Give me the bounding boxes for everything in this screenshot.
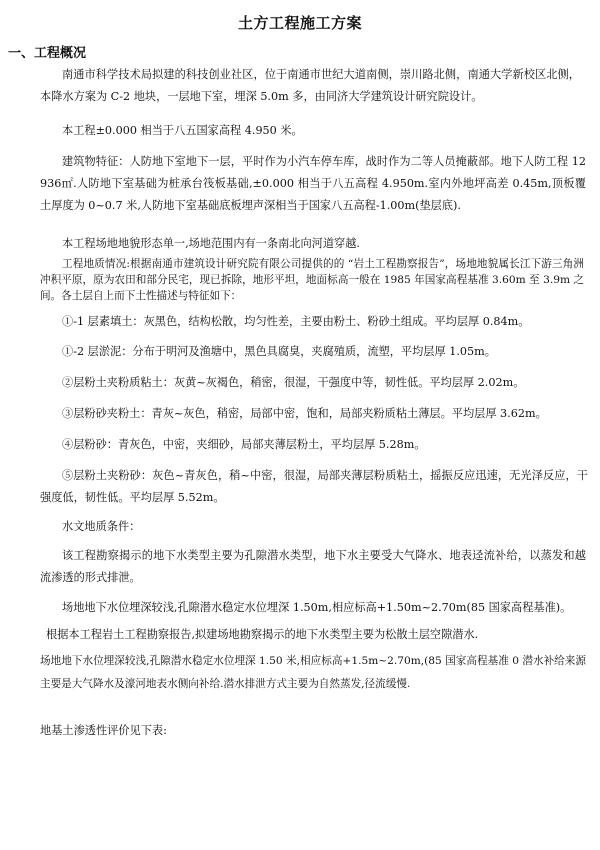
paragraph-layer-1-2: ①-2 层淤泥：分布于明河及渔塘中，黑色具腐臭，夹腐殖质，流塑，平均层厚 1.05m。 — [62, 345, 496, 358]
paragraph-layer-2: ②层粉土夹粉质粘土：灰黄~灰褐色，稍密，很湿，干强度中等，韧性低。平均层厚 2.02m。 — [62, 376, 525, 389]
paragraph-groundwater-type: 该工程勘察揭示的地下水类型主要为孔隙潜水类型，地下水主要受大气降水、地表迳流补给，以蒸发和越流渗透的形式排泄。 — [40, 549, 586, 584]
paragraph-site-landform: 本工程场地地貌形态单一,场地范围内有一条南北向河道穿越. — [62, 237, 360, 250]
document-title: 土方工程施工方案 — [237, 14, 362, 32]
paragraph-layer-1-1: ①-1 层素填土：灰黑色，结构松散，均匀性差，主要由粉土、粉砂土组成。平均层厚 0.84m。 — [62, 315, 530, 328]
paragraph-layer-5: ⑤层粉土夹粉砂：灰色~青灰色，稍~中密，很湿，局部夹薄层粉质粘土，摇振反应迅速，无光泽反应，干强度低，韧性低。平均层厚 5.52m。 — [40, 469, 588, 504]
paragraph-survey-report: 根据本工程岩土工程勘察报告,拟建场地勘察揭示的地下水类型主要为松散土层空隙潜水. — [46, 628, 479, 641]
paragraph-building-features: 建筑物特征：人防地下室地下一层，平时作为小汽车停车库，战时作为二等人员掩蔽部。地下人防工程 12936㎡.人防地下室基础为桩承台筏板基础,±0.000 相当于八五高程 4.950m.室内外地坪高差 0.45m,顶板覆土厚度为 0~0.7 米,人防地下室基础底板埋声深相当于国家八五高程-1.00m(垫层底). — [40, 155, 586, 212]
paragraph-hydrogeology-heading: 水文地质条件： — [62, 520, 141, 533]
paragraph-project-location: 南通市科学技术局拟建的科技创业社区，位于南通市世纪大道南侧，崇川路北侧，南通大学新校区北侧，本降水方案为 C-2 地块，一层地下室，埋深 5.0m 多，由同济大学建筑设计研究院设计。 — [40, 68, 580, 103]
paragraph-layer-3: ③层粉砂夹粉土：青灰~灰色，稍密，局部中密，饱和，局部夹粉质粘土薄层。平均层厚 3.62m。 — [62, 407, 547, 420]
paragraph-permeability-table-intro: 地基土渗透性评价见下表: — [40, 724, 167, 737]
paragraph-water-recharge: 场地地下水位埋深较浅,孔隙潜水稳定水位埋深 1.50 米,相应标高+1.5m~2.70m,(85 国家高程基准 0 潜水补给来源主要是大气降水及濠河地表水侧向补给.潜水排泄方式主要为自然蒸发,径流缓慢. — [40, 655, 586, 690]
paragraph-geology: 工程地质情况:根据南通市建筑设计研究院有限公司提供的的 “岩土工程勘察报告”，场地地貌属长江下游三角洲冲积平原，原为农田和部分民宅，现已拆除，地形平坦，地面标高一般在 1985 年国家高程基准 3.60m 至 3.9m 之间。各土层自上而下土性描述与特征如下： — [40, 258, 584, 302]
paragraph-layer-4: ④层粉砂：青灰色，中密，夹细砂，局部夹薄层粉土，平均层厚 5.28m。 — [62, 438, 426, 451]
paragraph-elevation: 本工程±0.000 相当于八五国家高程 4.950 米。 — [62, 124, 303, 137]
section-heading: 一、工程概况 — [8, 46, 87, 61]
paragraph-water-level: 场地地下水位埋深较浅,孔隙潜水稳定水位埋深 1.50m,相应标高+1.50m~2.70m(85 国家高程基准)。 — [62, 601, 572, 614]
